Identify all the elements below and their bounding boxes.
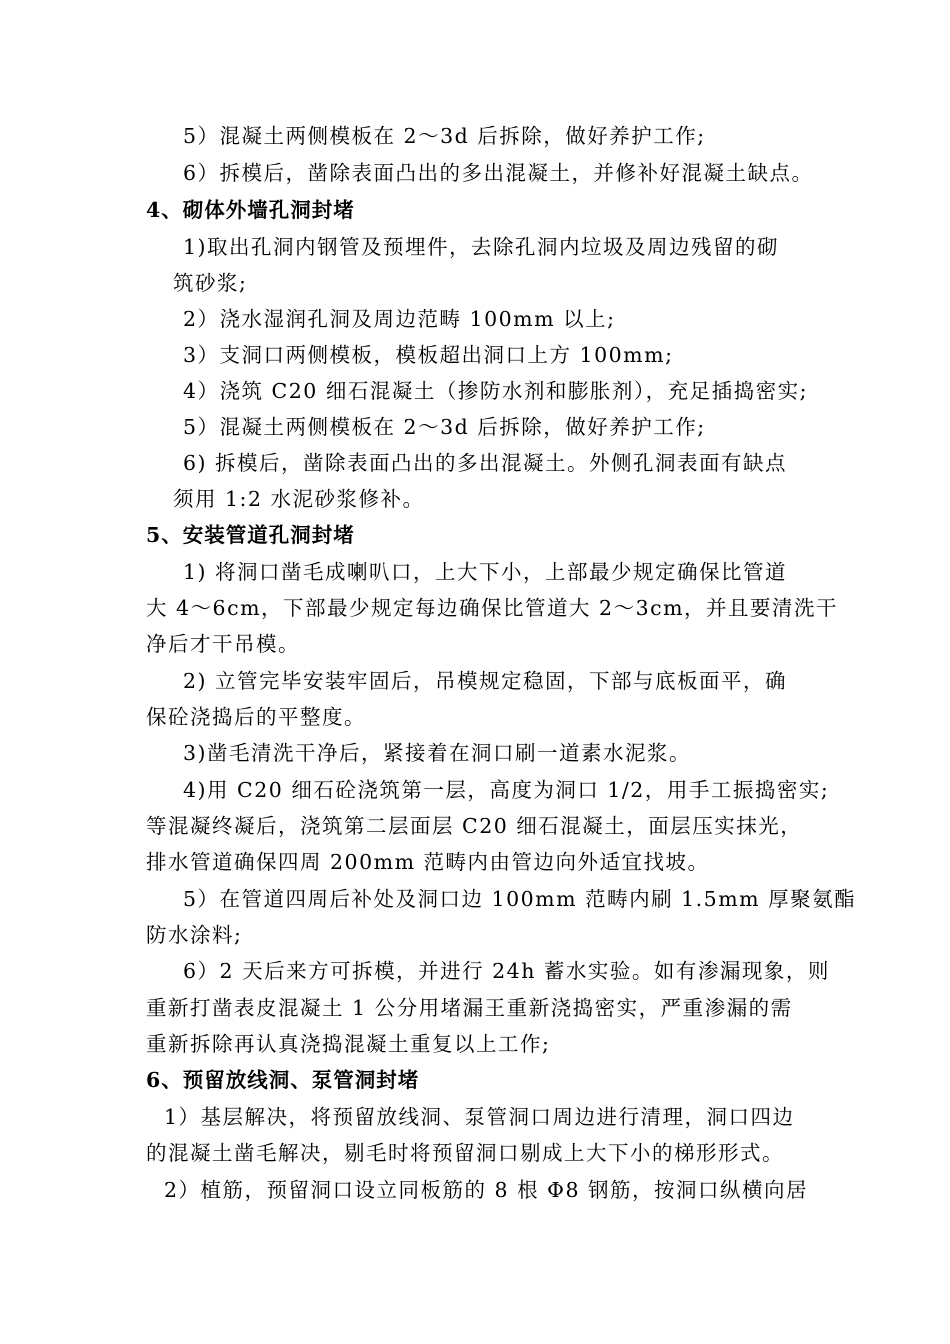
paragraph-line: 净后才干吊模。	[146, 632, 300, 656]
paragraph-line: 2）浇水湿润孔洞及周边范畴 100mm 以上;	[183, 307, 616, 331]
paragraph-line: 1）基层解决，将预留放线洞、泵管洞口周边进行清理，洞口四边	[164, 1105, 795, 1129]
paragraph-line: 重新打凿表皮混凝土 1 公分用堵漏王重新浇捣密实，严重渗漏的需	[146, 996, 793, 1020]
paragraph-line: 须用 1:2 水泥砂浆修补。	[173, 487, 425, 511]
paragraph-line: 排水管道确保四周 200mm 范畴内由管边向外适宜找坡。	[146, 850, 710, 874]
section-heading-6: 6、预留放线洞、泵管洞封堵	[146, 1068, 420, 1092]
paragraph-line: 5）在管道四周后补处及洞口边 100mm 范畴内刷 1.5mm 厚聚氨酯	[183, 887, 857, 911]
paragraph-line: 2) 立管完毕安装牢固后，吊模规定稳固，下部与底板面平，确	[183, 669, 788, 693]
paragraph-line: 6）2 天后来方可拆模，并进行 24h 蓄水实验。如有渗漏现象，则	[183, 959, 830, 983]
paragraph-line: 3)凿毛清洗干净后，紧接着在洞口刷一道素水泥浆。	[183, 741, 692, 765]
paragraph-line: 5）混凝土两侧模板在 2～3d 后拆除，做好养护工作;	[183, 124, 706, 148]
paragraph-line: 6) 拆模后，凿除表面凸出的多出混凝土。外侧孔洞表面有缺点	[183, 451, 788, 475]
paragraph-line: 的混凝土凿毛解决，剔毛时将预留洞口剔成上大下小的梯形形式。	[146, 1141, 784, 1165]
section-heading-5: 5、安装管道孔洞封堵	[146, 523, 355, 547]
paragraph-line: 3）支洞口两侧模板，模板超出洞口上方 100mm;	[183, 343, 674, 367]
paragraph-line: 2）植筋，预留洞口设立同板筋的 8 根 Φ8 钢筋，按洞口纵横向居	[164, 1178, 808, 1202]
paragraph-line: 重新拆除再认真浇捣混凝土重复以上工作;	[146, 1032, 551, 1056]
paragraph-line: 4)用 C20 细石砼浇筑第一层，高度为洞口 1/2，用手工振捣密实;	[183, 778, 830, 802]
paragraph-line: 保砼浇捣后的平整度。	[146, 705, 366, 729]
paragraph-line: 防水涂料;	[146, 923, 243, 947]
paragraph-line: 6）拆模后，凿除表面凸出的多出混凝土，并修补好混凝土缺点。	[183, 161, 814, 185]
paragraph-line: 1) 将洞口凿毛成喇叭口，上大下小，上部最少规定确保比管道	[183, 560, 788, 584]
section-heading-4: 4、砌体外墙孔洞封堵	[146, 198, 355, 222]
paragraph-line: 筑砂浆;	[173, 271, 248, 295]
paragraph-line: 4）浇筑 C20 细石混凝土（掺防水剂和膨胀剂），充足插捣密实;	[183, 379, 809, 403]
paragraph-line: 5）混凝土两侧模板在 2～3d 后拆除，做好养护工作;	[183, 415, 706, 439]
paragraph-line: 1)取出孔洞内钢管及预埋件，去除孔洞内垃圾及周边残留的砌	[183, 235, 780, 259]
paragraph-line: 等混凝终凝后，浇筑第二层面层 C20 细石混凝土，面层压实抹光，	[146, 814, 803, 838]
paragraph-line: 大 4～6cm，下部最少规定每边确保比管道大 2～3cm，并且要清洗干	[146, 596, 839, 620]
